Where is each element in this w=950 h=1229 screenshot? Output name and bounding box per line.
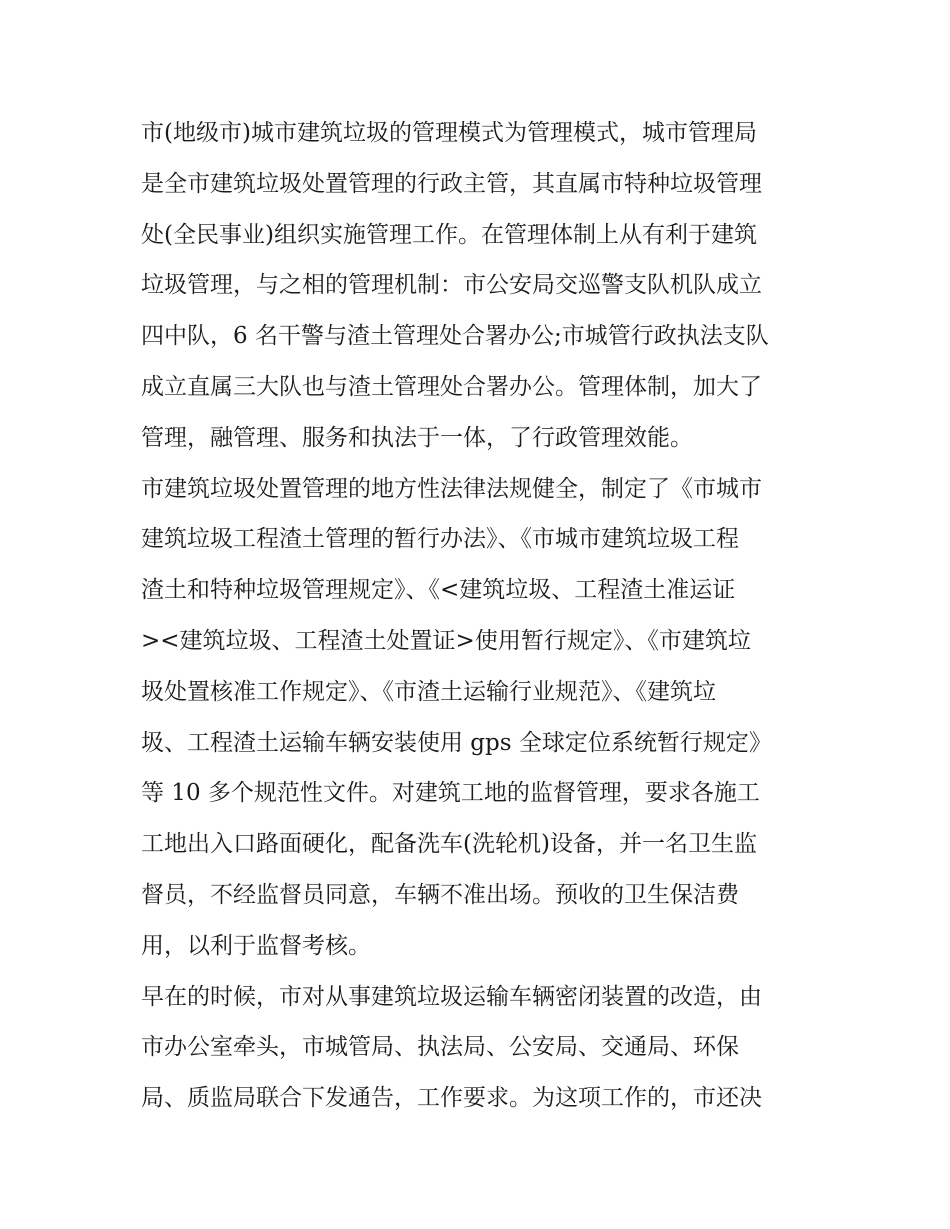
text-line: 市建筑垃圾处置管理的地方性法律法规健全，制定了《市城市 [141, 475, 762, 502]
text-line: 市办公室牵头，市城管局、执法局、公安局、交通局、环保 [141, 1034, 739, 1061]
text-line: ><建筑垃圾、工程渣土处置证>使用暂行规定》、《市建筑垃 [141, 627, 751, 654]
text-line: 圾处置核准工作规定》、《市渣土运输行业规范》、《建筑垃 [141, 678, 716, 705]
paragraph-regulations [141, 464, 821, 972]
text-line: 早在的时候，市对从事建筑垃圾运输车辆密闭装置的改造，由 [141, 983, 762, 1010]
text-line: 四中队，6 名干警与渣土管理处合署办公;市城管行政执法支队 [141, 323, 769, 350]
text-line: 是全市建筑垃圾处置管理的行政主管，其直属市特种垃圾管理 [141, 170, 762, 197]
text-line: 处(全民事业)组织实施管理工作。在管理体制上从有利于建筑 [141, 221, 757, 248]
text-line: 成立直属三大队也与渣土管理处合署办公。管理体制，加大了 [141, 373, 762, 400]
text-line: 管理，融管理、服务和执法于一体，了行政管理效能。 [141, 424, 693, 451]
text-line: 市(地级市)城市建筑垃圾的管理模式为管理模式，城市管理局 [141, 120, 757, 146]
paragraph-management-model [141, 108, 821, 464]
paragraph-vehicle-sealing [141, 972, 821, 1124]
text-line: 渣土和特种垃圾管理规定》、《<建筑垃圾、工程渣土准运证 [141, 577, 736, 604]
text-line: 用，以利于监督考核。 [141, 932, 371, 959]
text-line: 垃圾管理，与之相的管理机制：市公安局交巡警支队机队成立 [141, 272, 762, 299]
text-line: 局、质监局联合下发通告，工作要求。为这项工作的，市还决 [141, 1085, 762, 1112]
text-line: 等 10 多个规范性文件。对建筑工地的监督管理，要求各施工 [141, 780, 760, 807]
text-line: 工地出入口路面硬化，配备洗车(洗轮机)设备，并一名卫生监 [141, 831, 757, 858]
text-line: 圾、工程渣土运输车辆安装使用 gps 全球定位系统暂行规定》 [141, 729, 772, 756]
text-line: 督员，不经监督员同意，车辆不准出场。预收的卫生保洁费 [141, 881, 739, 908]
document-body [141, 108, 821, 1124]
text-line: 建筑垃圾工程渣土管理的暂行办法》、《市城市建筑垃圾工程 [141, 526, 739, 553]
